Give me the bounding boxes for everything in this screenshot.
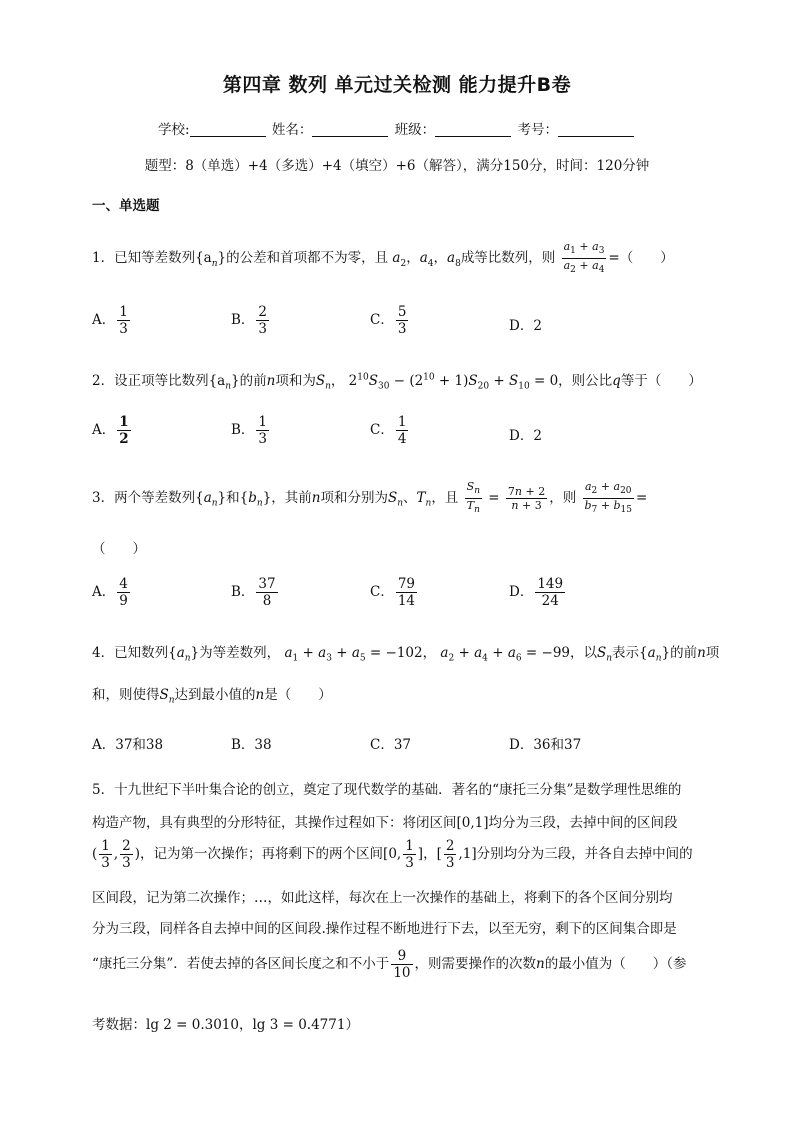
question-5-line-6: “康托三分集”．若使去掉的各区间长度之和不小于 $\frac{9}{10}$ ，则需要操作的次数n的最小值为（ ）（参	[92, 948, 687, 981]
student-info-line	[0, 118, 794, 138]
q1-stem: 1．已知等差数列{a	[92, 250, 212, 267]
q4-option-d[interactable]: D．36和37	[509, 737, 582, 753]
q1-stem-tail: 成等比数列，则	[460, 250, 556, 267]
question-5-line-3: ( $\frac{1}{3}$ , $\frac{2}{3}$ )，记为第一次操作；再将剩下的两个区间[0, $\frac{1}{3}$ ]，[ $\frac{2}{3}$ ,1]分别均分为三段，并各自去掉中间的	[92, 838, 693, 871]
q2-option-a[interactable]: A． $\frac{1}{2}$	[92, 414, 129, 447]
q2-option-d[interactable]: D．2	[509, 428, 542, 444]
q4-option-c[interactable]: C．37	[370, 737, 412, 753]
class-blank[interactable]	[435, 122, 511, 137]
q1-stem-mid: }的公差和首项都不为零，且	[217, 250, 389, 267]
exam-meta: 题型：8（单选）+4（多选）+4（填空）+6（解答），满分150分，时间：120分钟	[144, 158, 650, 174]
question-4-line-2: 和，则使得$S_n$达到最小值的n是（ ）	[92, 687, 332, 706]
exam-no-blank[interactable]	[558, 122, 634, 137]
q1-end: =（ ）	[608, 250, 674, 267]
question-2: 2．设正项等比数列$\{a_n\}$的前n项和为$S_n$， $2^{10}S_{30} - (2^{10} + 1)S_{20} + S_{10} = 0$，则公比q等于（ ）	[92, 372, 702, 392]
q1-expression: $\frac{a_1 + a_3}{a_2 + a_4}$	[563, 240, 605, 276]
q3-option-a[interactable]: A． $\frac{4}{9}$	[92, 576, 128, 609]
exam-no-label: 考号：	[517, 122, 558, 138]
question-3: 3．两个等差数列$\{a_n\}$和$\{b_n\}$，其前n项和分别为$S_n$、$T_n$，且 $\frac{S_n}{T_n}$ = $\frac{7n + 2}{n + 3}$ ，则 $\frac{a_2 + a_{20}}{b_7 + b_{15}}$ =	[92, 480, 648, 516]
q1-option-b[interactable]: B． $\frac{2}{3}$	[231, 304, 268, 337]
q1-option-d[interactable]: D．2	[509, 318, 542, 334]
q3-answer-paren: （ ）	[92, 541, 146, 557]
q3-option-c[interactable]: C． $\frac{79}{14}$	[370, 576, 416, 609]
school-label: 学校:	[158, 122, 190, 138]
q1-option-c[interactable]: C． $\frac{5}{3}$	[370, 304, 407, 337]
class-label: 班级：	[394, 122, 436, 138]
q1-option-a[interactable]: A． $\frac{1}{3}$	[92, 304, 128, 337]
question-5-line-1: 5．十九世纪下半叶集合论的创立，奠定了现代数学的基础．著名的“康托三分集”是数学理性思维的	[92, 782, 682, 798]
q2-option-c[interactable]: C． $\frac{1}{4}$	[370, 414, 407, 447]
q2-option-b[interactable]: B． $\frac{1}{3}$	[231, 414, 268, 447]
question-5-line-5: 分为三段，同样各自去掉中间的区间段.操作过程不断地进行下去，以至无穷，剩下的区间集合即是	[92, 921, 677, 937]
q3-option-d[interactable]: D． $\frac{149}{24}$	[509, 576, 564, 609]
question-5-line-7: 考数据：lg 2 = 0.3010，lg 3 = 0.4771）	[92, 1017, 359, 1033]
question-5-line-2: 构造产物，具有典型的分形特征，其操作过程如下：将闭区间[0,1]均分为三段，去掉中间的区间段	[92, 815, 678, 831]
name-blank[interactable]	[312, 122, 388, 137]
name-label: 姓名：	[271, 122, 313, 138]
q4-option-b[interactable]: B．38	[231, 737, 272, 753]
q4-option-a[interactable]: A．37和38	[92, 737, 164, 753]
question-1: 1．已知等差数列$\{a_n\}$的公差和首项都不为零，且 $a_2$，$a_4$，$a_8$成等比数列，则 $\frac{a_1 + a_3}{a_2 + a_4}$ =（ ）	[92, 240, 674, 276]
school-blank[interactable]	[190, 122, 266, 137]
section-heading-single-choice: 一、单选题	[92, 198, 160, 214]
page-title: 第四章 数列 单元过关检测 能力提升B卷	[222, 74, 572, 96]
q3-option-b[interactable]: B． $\frac{37}{8}$	[231, 576, 276, 609]
question-4-line-1: 4．已知数列$\{a_n\}$为等差数列， $a_1 + a_3 + a_5 = -102$， $a_2 + a_4 + a_6 = -99$，以$S_n$表示$\{a_n\}$的前n项	[92, 645, 720, 664]
question-5-line-4: 区间段，记为第二次操作；…，如此这样，每次在上一次操作的基础上，将剩下的各个区间分别均	[92, 890, 673, 906]
